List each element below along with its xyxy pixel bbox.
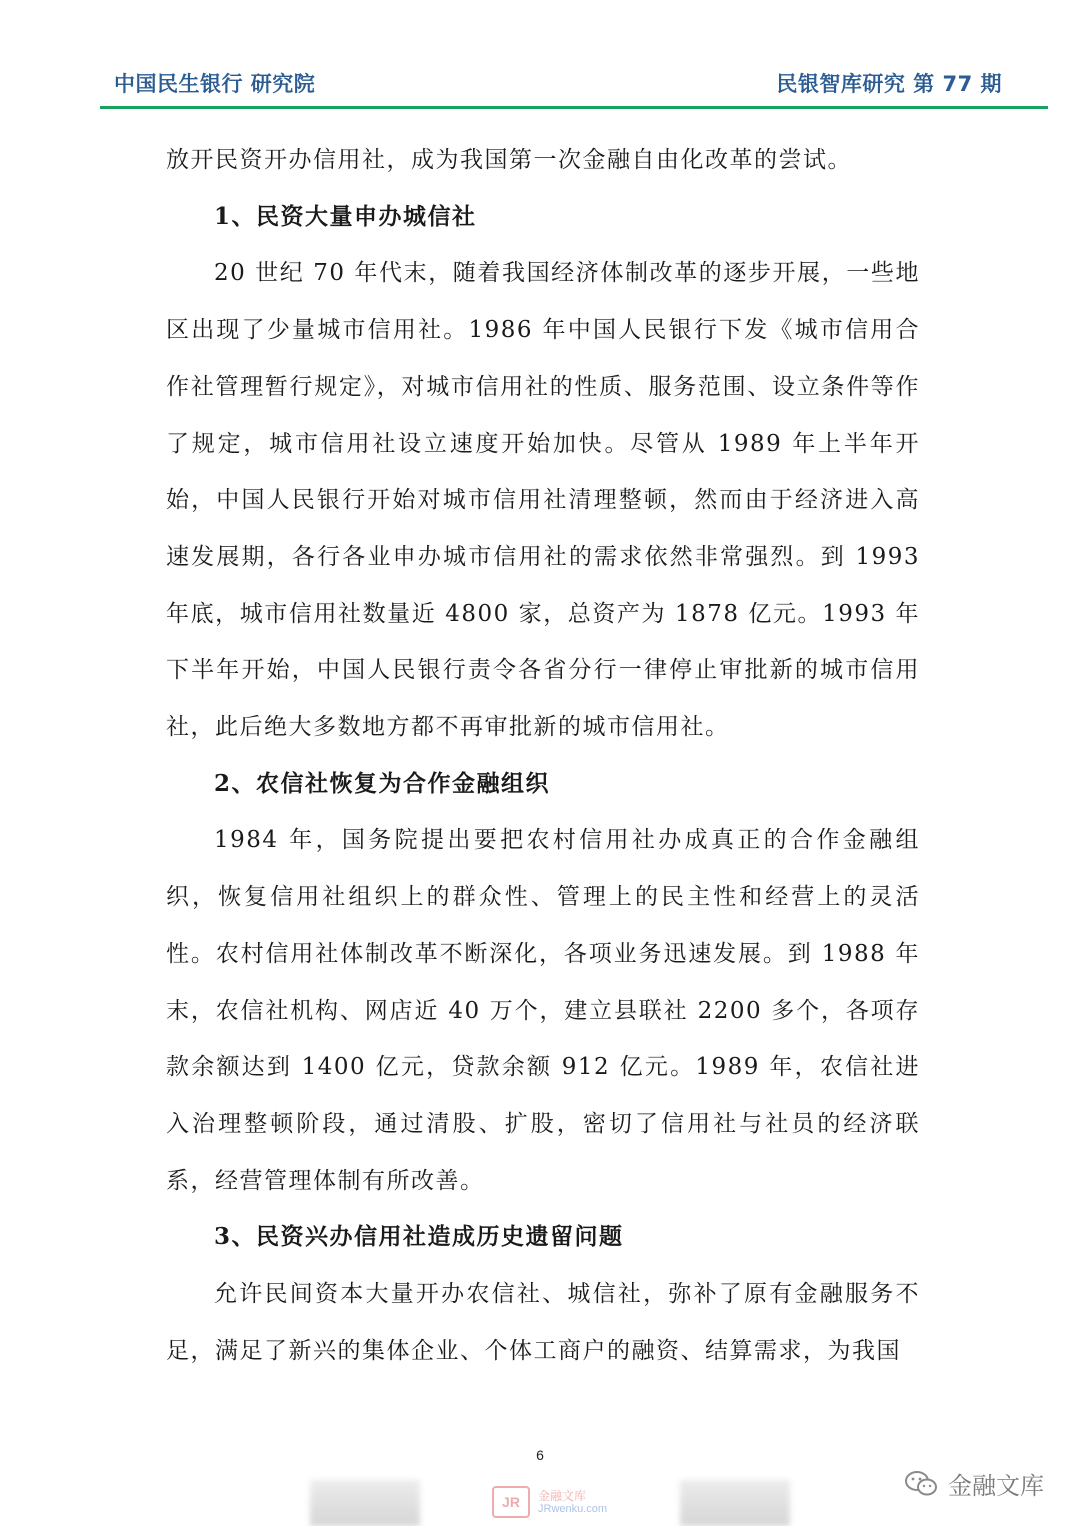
site-watermark — [492, 1486, 607, 1518]
header-institution: 中国民生银行 研究院 — [114, 72, 316, 96]
section-heading-1: 1、民资大量申办城信社 — [214, 202, 477, 230]
paragraph-intro: 放开民资开办信用社，成为我国第一次金融自由化改革的尝试。 — [166, 147, 852, 173]
paragraph-3: 允许民间资本大量开办农信社、城信社，弥补了原有金融服务不足，满足了新兴的集体企业、个体工商户的融资、结算需求，为我国 — [166, 1281, 920, 1364]
paragraph-1: 20 世纪 70 年代末，随着我国经济体制改革的逐步开展，一些地区出现了少量城市信用社。1986 年中国人民银行下发《城市信用合作社管理暂行规定》，对城市信用社的性质、服务范围、设立条件等作了规定，城市信用社设立速度开始加快。尽管从 1989 年上半年开始，中国人民银行开始对城市信用社清理整顿，然而由于经济进入高速发展期，各行各业申办城市信用社的需求依然非常强烈。到 1993 年底，城市信用社数量近 4800 家，总资产为 1878 亿元。1993 年下半年开始，中国人民银行责令各省分行一律停止审批新的城市信用社，此后绝大多数地方都不再审批新的城市信用社。 — [166, 260, 920, 741]
header-divider — [100, 106, 1048, 109]
blurred-thumbnail-right — [680, 1480, 790, 1526]
header-issue: 民银智库研究 第 77 期 — [776, 72, 1002, 96]
paragraph-2: 1984 年，国务院提出要把农村信用社办成真正的合作金融组织，恢复信用社组织上的群众性、管理上的民主性和经营上的灵活性。农村信用社体制改革不断深化，各项业务迅速发展。到 1988 年末，农信社机构、网店近 40 万个，建立县联社 2200 多个，各项存款余额达到 1400 亿元，贷款余额 912 亿元。1989 年，农信社进入治理整顿阶段，通过清股、扩股，密切了信用社与社员的经济联系，经营管理体制有所改善。 — [166, 827, 920, 1194]
wechat-watermark — [904, 1466, 1044, 1501]
document-body — [166, 132, 920, 1379]
wechat-icon — [904, 1470, 938, 1498]
site-logo-icon: JR — [492, 1486, 530, 1518]
page-number: 6 — [536, 1447, 544, 1463]
blurred-thumbnail-left — [310, 1480, 420, 1526]
wechat-account-name: 金融文库 — [948, 1472, 1044, 1500]
site-watermark-name: 金融文库 — [538, 1488, 587, 1503]
section-heading-3: 3、民资兴办信用社造成历史遗留问题 — [214, 1223, 624, 1251]
site-watermark-url: JRwenku.com — [538, 1502, 608, 1515]
section-heading-2: 2、农信社恢复为合作金融组织 — [214, 769, 551, 797]
